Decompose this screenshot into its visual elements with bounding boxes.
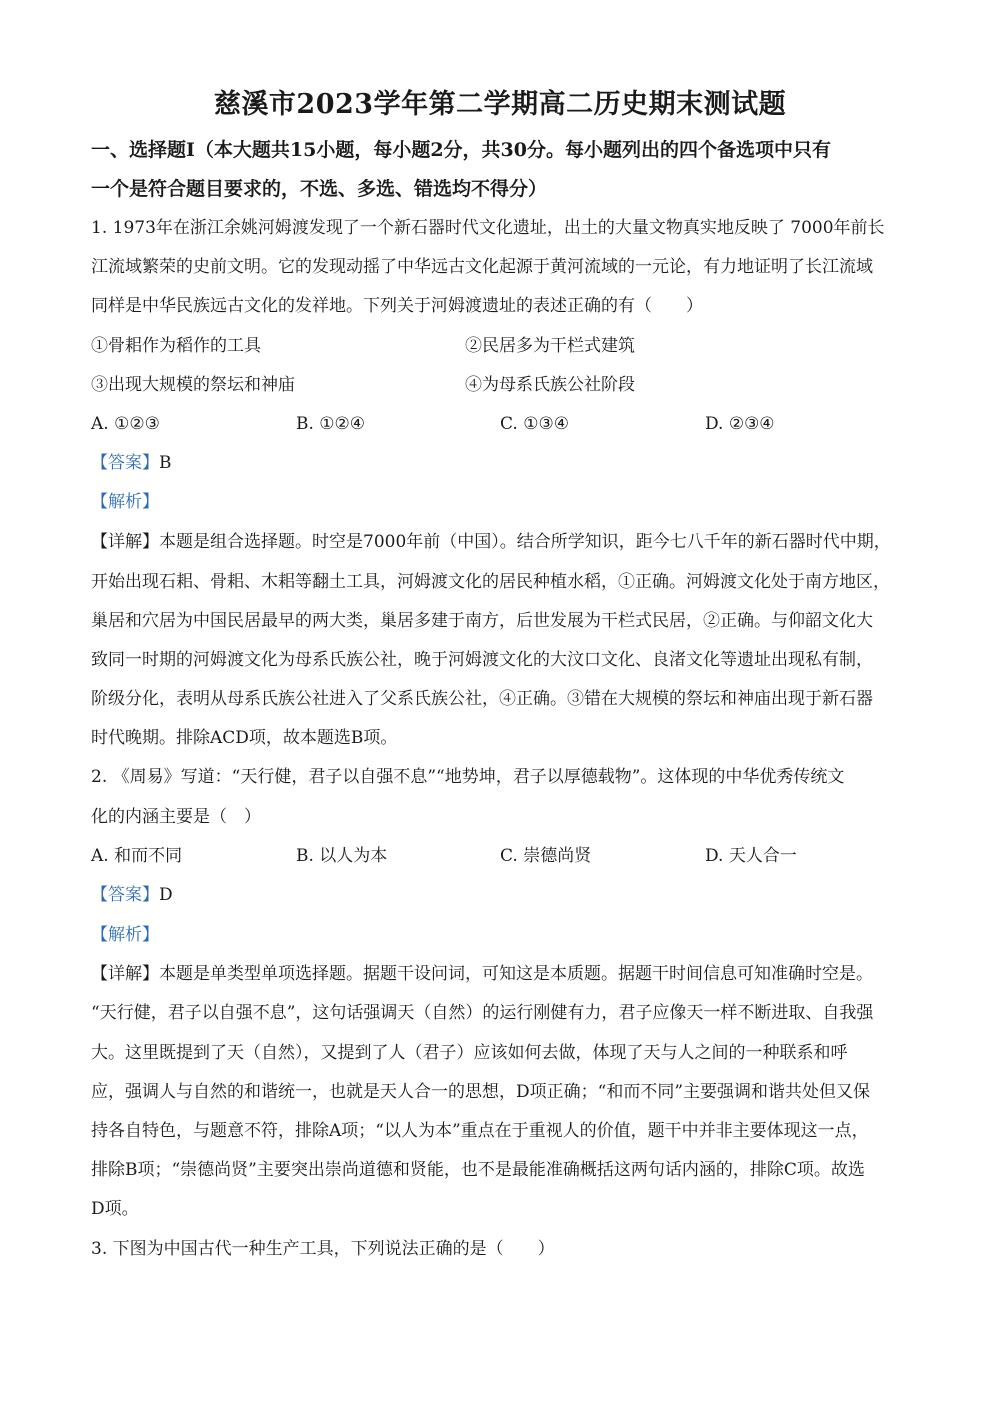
- q2-analysis-tag: 【解析】: [91, 925, 159, 945]
- q2-stem-line: 2. 《周易》写道：“天行健，君子以自强不息”“地势坤，君子以厚德载物”。这体现的中华优秀传统文: [91, 767, 845, 787]
- q1-option-a: A. ①②③: [91, 414, 160, 434]
- section-heading-line-2: 一个是符合题目要求的，不选、多选、错选均不得分）: [91, 178, 548, 200]
- q1-item: ④为母系氏族公社阶段: [465, 375, 635, 395]
- answer-tag: 【答案】: [91, 453, 159, 473]
- answer-tag: 【答案】: [91, 885, 159, 905]
- q1-stem-line: 同样是中华民族远古文化的发祥地。下列关于河姆渡遗址的表述正确的有（ ）: [91, 296, 703, 316]
- q2-detail-line: 【详解】本题是单类型单项选择题。据题干设问词，可知这是本质题。据题干时间信息可知准确时空是。: [91, 964, 873, 984]
- q1-detail-line: 【详解】本题是组合选择题。时空是7000年前（中国）。结合所学知识，距今七八千年的新石器时代中期，: [91, 532, 891, 552]
- q2-option-b: B. 以人为本: [296, 846, 388, 866]
- q2-option-c: C. 崇德尚贤: [500, 846, 592, 866]
- q2-detail-line: 持各自特色，与题意不符，排除A项；“以人为本”重点在于重视人的价值，题干中并非主要体现这一点，: [91, 1121, 869, 1141]
- q2-option-d: D. 天人合一: [705, 846, 797, 866]
- q1-detail-line: 时代晚期。排除ACD项，故本题选B项。: [91, 728, 398, 748]
- q1-answer: [91, 451, 172, 475]
- q3-stem-line: 3. 下图为中国古代一种生产工具，下列说法正确的是（ ）: [91, 1239, 555, 1259]
- q1-option-b: B. ①②④: [296, 414, 366, 434]
- answer-value: B: [159, 453, 172, 473]
- q1-option-d: D. ②③④: [705, 414, 775, 434]
- q2-detail-line: D项。: [91, 1199, 139, 1219]
- page-title: 慈溪市2023学年第二学期高二历史期末测试题: [213, 89, 787, 120]
- q2-detail-line: “天行健，君子以自强不息”，这句话强调天（自然）的运行刚健有力，君子应像天一样不断进取、自我强: [91, 1003, 874, 1023]
- q1-item: ①骨耜作为稻作的工具: [91, 336, 261, 356]
- q2-detail-line: 排除B项；“崇德尚贤”主要突出崇尚道德和贤能，也不是最能准确概括这两句话内涵的，排除C项。故选: [91, 1160, 865, 1180]
- q1-detail-line: 致同一时期的河姆渡文化为母系氏族公社，晚于河姆渡文化的大汶口文化、良渚文化等遗址出现私有制，: [91, 650, 873, 670]
- q1-detail-line: 巢居和穴居为中国民居最早的两大类，巢居多建于南方，后世发展为干栏式民居，②正确。与仰韶文化大: [91, 611, 873, 631]
- q1-option-c: C. ①③④: [500, 414, 569, 434]
- q1-stem-line: 1. 1973年在浙江余姚河姆渡发现了一个新石器时代文化遗址，出土的大量文物真实地反映了 7000年前长: [91, 218, 885, 238]
- q2-detail-line: 应，强调人与自然的和谐统一，也就是天人合一的思想，D项正确；“和而不同”主要强调和谐共处但又保: [91, 1082, 871, 1102]
- q1-item: ③出现大规模的祭坛和神庙: [91, 375, 295, 395]
- q1-detail-line: 开始出现石耜、骨耜、木耜等翻土工具，河姆渡文化的居民种植水稻，①正确。河姆渡文化处于南方地区，: [91, 572, 890, 592]
- q1-item: ②民居多为干栏式建筑: [465, 336, 635, 356]
- section-heading-line-1: 一、选择题Ⅰ（本大题共15小题，每小题2分，共30分。每小题列出的四个备选项中只有: [91, 139, 831, 161]
- q1-analysis-tag: 【解析】: [91, 492, 159, 512]
- q2-stem-line: 化的内涵主要是（ ）: [91, 807, 261, 827]
- answer-value: D: [159, 885, 173, 905]
- q1-stem-line: 江流域繁荣的史前文明。它的发现动摇了中华远古文化起源于黄河流域的一元论，有力地证明了长江流域: [91, 257, 873, 277]
- q2-option-a: A. 和而不同: [91, 846, 183, 866]
- q1-detail-line: 阶级分化，表明从母系氏族公社进入了父系氏族公社，④正确。③错在大规模的祭坛和神庙出现于新石器: [91, 689, 873, 709]
- q2-answer: [91, 883, 173, 907]
- q2-detail-line: 大。这里既提到了天（自然），又提到了人（君子）应该如何去做，体现了天与人之间的一种联系和呼: [91, 1043, 848, 1063]
